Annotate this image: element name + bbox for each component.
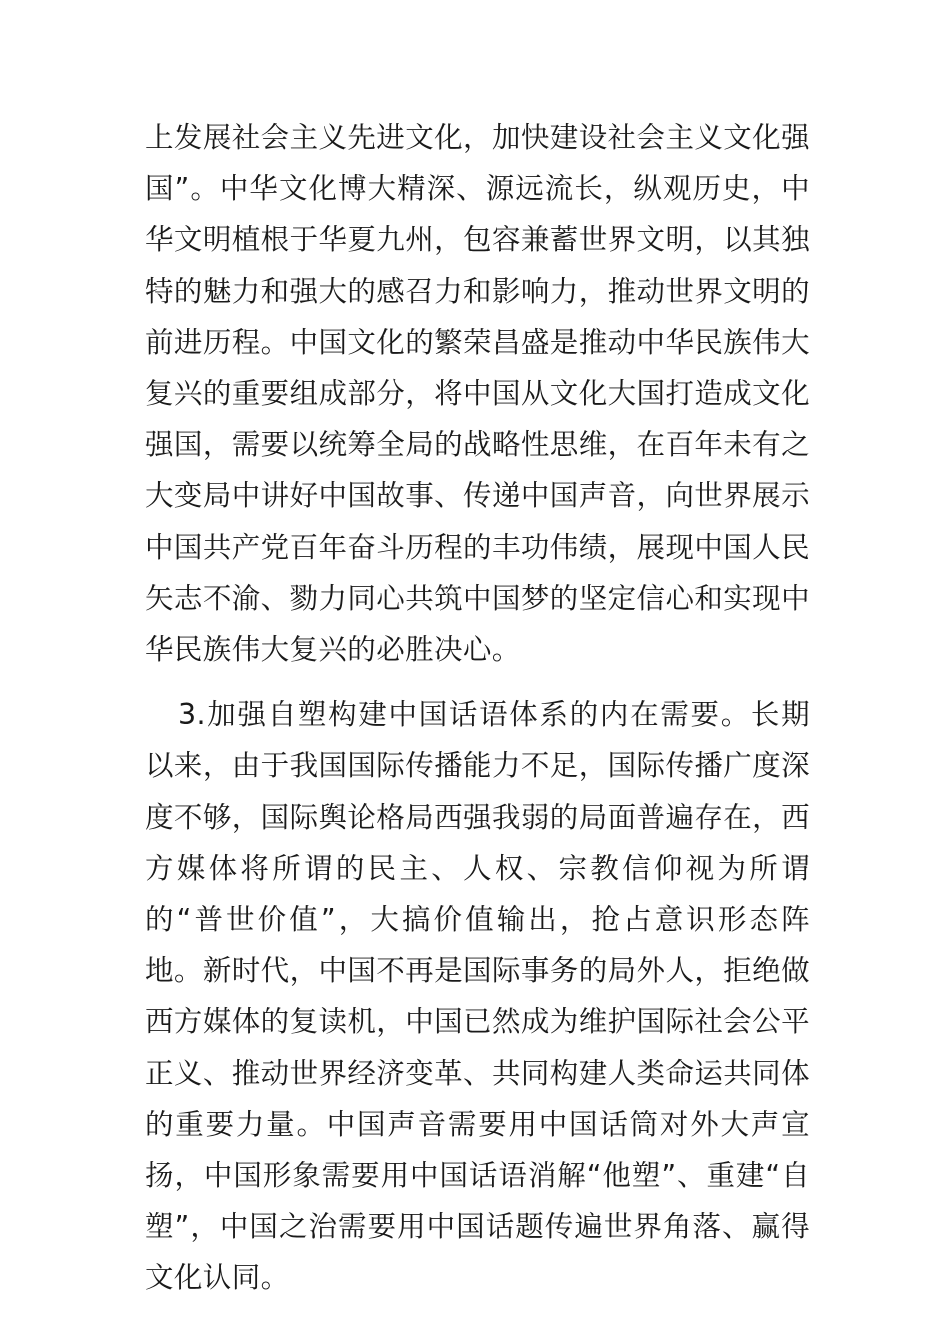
paragraph-continued-text: 上发展社会主义先进文化，加快建设社会主义文化强国”。中华文化博大精深、源远流长，纵观历史，中华文明植根于华夏九州，包容兼蓄世界文明，以其独特的魅力和强大的感召力和影响力，推动世界文明的前进历程。中国文化的繁荣昌盛是推动中华民族伟大复兴的重要组成部分，将中国从文化大国打造成文化强国，需要以统筹全局的战略性思维，在百年未有之大变局中讲好中国故事、传递中国声音，向世界展示中国共产党百年奋斗历程的丰功伟绩，展现中国人民矢志不渝、勠力同心共筑中国梦的坚定信心和实现中华民族伟大复兴的必胜决心。: [145, 121, 810, 667]
paragraph-section-3: 3.加强自塑构建中国话语体系的内在需要。长期以来，由于我国国际传播能力不足，国际传播广度深度不够，国际舆论格局西强我弱的局面普遍存在，西方媒体将所谓的民主、人权、宗教信仰视为所谓的“普世价值”，大搞价值输出，抢占意识形态阵地。新时代，中国不再是国际事务的局外人，拒绝做西方媒体的复读机，中国已然成为维护国际社会公平正义、推动世界经济变革、共同构建人类命运共同体的重要力量。中国声音需要用中国话筒对外大声宣扬，中国形象需要用中国话语消解“他塑”、重建“自塑”，中国之治需要用中国话题传遍世界角落、赢得文化认同。: [145, 698, 810, 1295]
document-page: [145, 112, 810, 1304]
